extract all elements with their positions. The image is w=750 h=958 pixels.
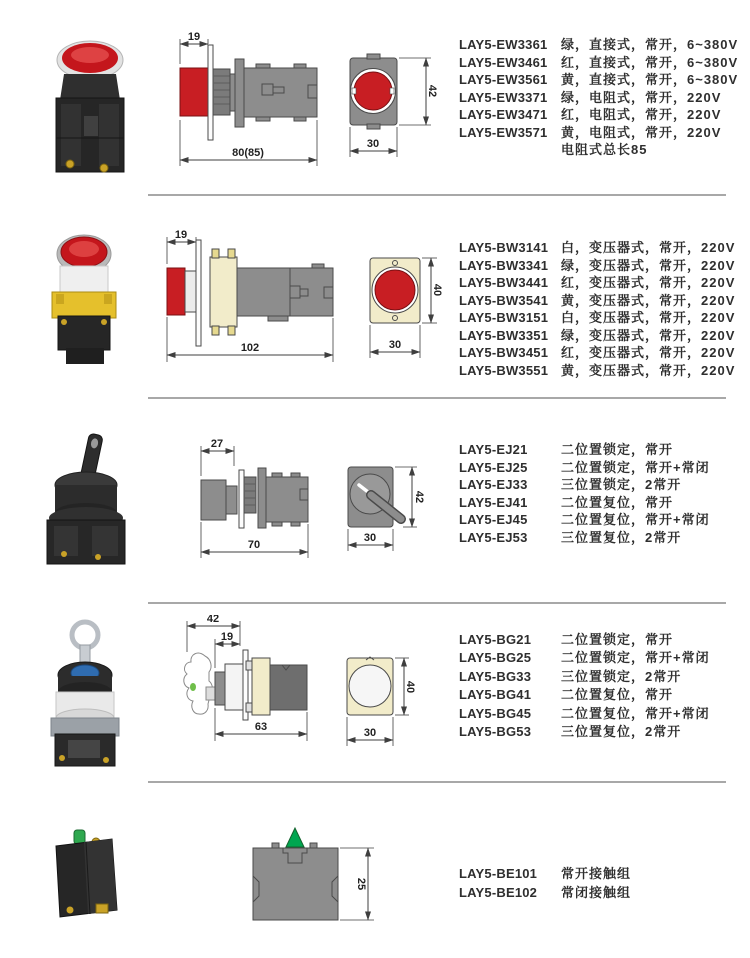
spec-row [459, 705, 710, 723]
spec-row [459, 106, 738, 124]
model-number: LAY5-EJ25 [459, 459, 528, 475]
model-description: 白，变压器式，常开，220V [561, 240, 736, 255]
model-description: 二位置锁定，常开 [561, 632, 674, 647]
model-description: 红，直接式，常开，6~380V [561, 54, 739, 70]
model-description: 二位置复位，常开+常闭 [561, 512, 710, 527]
spec-row [459, 239, 735, 257]
model-description: 绿，直接式，常开，6~380V [561, 37, 739, 52]
dimension-drawing-be [230, 823, 400, 935]
dim-label-height: 42 [426, 84, 438, 98]
spec-row [459, 459, 710, 477]
model-description: 二位置锁定，常开 [561, 442, 674, 457]
spec-row [459, 292, 735, 310]
spec-list-bg [459, 631, 710, 741]
spec-row [459, 441, 710, 459]
front-view-bw [370, 258, 443, 358]
model-description: 二位置复位，常开 [561, 494, 674, 510]
spec-row [459, 723, 710, 741]
front-view-ew [350, 54, 438, 157]
dim-label-height: 40 [431, 283, 443, 297]
model-number: LAY5-BG33 [459, 668, 532, 684]
model-number: LAY5-EJ21 [459, 442, 528, 457]
lock-face-front [349, 665, 391, 707]
model-number: LAY5-BG21 [459, 632, 532, 647]
model-description: 常开接触组 [561, 866, 632, 881]
model-description: 三位置锁定，2常开 [561, 477, 682, 492]
model-number: LAY5-BW3151 [459, 310, 549, 325]
model-description: 二位置锁定，常开+常闭 [561, 650, 710, 666]
switch-body-side [237, 268, 333, 316]
model-description: 常闭接触组 [561, 884, 632, 900]
spec-row [459, 649, 710, 667]
model-description: 红，变压器式，常开，220V [561, 275, 736, 290]
product-photo-illuminated-pushbutton [40, 30, 140, 178]
switch-body-side [270, 665, 307, 710]
spec-row [459, 89, 738, 107]
spec-row [459, 141, 738, 159]
dim-label-cap-width: 19 [187, 31, 201, 43]
model-description: 绿，电阻式，常开，220V [561, 89, 722, 105]
model-description: 黄，电阻式，常开，220V [561, 124, 722, 140]
dim-label-cap-width: 19 [174, 230, 188, 241]
model-number: LAY5-EW3471 [459, 107, 548, 122]
dim-label-height: 42 [413, 490, 425, 504]
lamp-holder-block [210, 257, 237, 327]
model-number: LAY5-BW3451 [459, 345, 549, 360]
model-description: 绿，变压器式，常开，220V [561, 327, 736, 343]
dim-label-total-length: 63 [254, 721, 268, 733]
model-number: LAY5-BW3441 [459, 275, 549, 290]
dimension-drawing-bg [145, 615, 455, 755]
model-description: 二位置复位，常开 [561, 687, 674, 703]
section-separator [148, 397, 726, 399]
model-number: LAY5-EW3571 [459, 124, 548, 140]
dimension-drawing-bw [145, 230, 455, 375]
model-number: LAY5-BW3341 [459, 257, 549, 273]
side-view-bg [184, 615, 307, 741]
model-description: 绿，变压器式，常开，220V [561, 257, 736, 273]
model-number: LAY5-BG25 [459, 650, 532, 666]
model-description: 红，变压器式，常开，220V [561, 345, 736, 360]
model-description: 黄，变压器式，常开，220V [561, 292, 736, 308]
spec-row [459, 511, 710, 529]
model-number: LAY5-BW3541 [459, 292, 549, 308]
model-description: 黄，变压器式，常开，220V [561, 362, 736, 378]
dim-label-key-length: 42 [206, 615, 220, 625]
section-separator [148, 781, 726, 783]
dim-label-knob-width: 27 [210, 438, 224, 450]
spec-row [459, 344, 735, 362]
spec-row [459, 327, 735, 345]
spec-list-be [459, 865, 631, 902]
model-number: LAY5-EW3371 [459, 89, 548, 105]
mounting-flange [239, 470, 244, 528]
model-number: LAY5-EJ53 [459, 529, 528, 545]
model-description: 电阻式总长85 [561, 142, 648, 157]
selector-knob-side [201, 480, 226, 520]
model-number: LAY5-BE102 [459, 884, 538, 900]
dim-label-total-length: 80(85) [232, 147, 264, 159]
model-number: LAY5-BG53 [459, 724, 532, 740]
spec-row [459, 494, 710, 512]
contact-plunger [74, 830, 85, 844]
spec-row [459, 686, 710, 704]
model-description: 三位置复位，2常开 [561, 724, 682, 740]
button-cap-side [167, 268, 185, 315]
dimension-drawing-ew [145, 28, 450, 178]
spec-row [459, 362, 735, 380]
spec-row [459, 309, 735, 327]
spec-row [459, 257, 735, 275]
product-photo-illuminated-pushbutton-transformer [36, 228, 132, 366]
dim-label-width: 30 [366, 138, 380, 150]
model-description: 黄，直接式，常开，6~380V [561, 72, 739, 87]
spec-list-ew [459, 36, 738, 159]
dim-label-width: 30 [363, 532, 377, 544]
button-cap-side [180, 68, 208, 116]
dim-label-height: 40 [404, 680, 416, 694]
mounting-flange [196, 240, 201, 346]
spec-list-bw [459, 239, 735, 379]
model-description: 二位置复位，常开+常闭 [561, 705, 710, 721]
side-view-ej [201, 438, 308, 558]
model-number: LAY5-BW3551 [459, 362, 549, 378]
model-number: LAY5-BW3141 [459, 240, 549, 255]
dim-label-total-length: 102 [240, 342, 260, 354]
spec-row [459, 668, 710, 686]
model-number: LAY5-EW3361 [459, 37, 548, 52]
model-description: 白，变压器式，常开，220V [561, 310, 736, 325]
spec-row [459, 529, 710, 547]
spec-row [459, 884, 631, 903]
dim-label-total-length: 70 [247, 539, 261, 551]
plunger-indicator [286, 828, 304, 847]
model-description: 红，电阻式，常开，220V [561, 107, 722, 122]
spec-row [459, 71, 738, 89]
dim-label-height: 25 [355, 877, 367, 891]
model-description: 三位置锁定，2常开 [561, 668, 682, 684]
spec-row [459, 124, 738, 142]
mounting-flange [208, 45, 213, 140]
spec-row [459, 476, 710, 494]
model-number: LAY5-BG41 [459, 687, 532, 703]
model-number: LAY5-BW3351 [459, 327, 549, 343]
model-number: LAY5-EJ45 [459, 512, 528, 527]
contact-block-view [253, 828, 374, 920]
model-number: LAY5-BG45 [459, 705, 532, 721]
spec-row [459, 274, 735, 292]
model-number: LAY5-BE101 [459, 866, 538, 881]
dim-label-width: 30 [363, 727, 377, 739]
front-view-ej [348, 467, 425, 551]
model-number: LAY5-EJ33 [459, 477, 528, 492]
model-number: LAY5-EJ41 [459, 494, 528, 510]
dim-label-collar-width: 19 [220, 631, 234, 643]
front-view-bg [347, 657, 416, 746]
dim-label-width: 30 [388, 339, 402, 351]
spec-row [459, 36, 738, 54]
lock-cylinder-side [225, 664, 243, 710]
spec-row [459, 865, 631, 884]
section-separator [148, 602, 726, 604]
product-photo-selector-switch [34, 430, 138, 568]
spec-row [459, 631, 710, 649]
model-number: LAY5-EW3561 [459, 72, 548, 87]
spec-list-ej [459, 441, 710, 546]
side-view-ew [180, 31, 317, 166]
model-description: 三位置复位，2常开 [561, 529, 682, 545]
dimension-drawing-ej [145, 432, 455, 567]
side-view-bw [167, 230, 333, 362]
model-description: 二位置锁定，常开+常闭 [561, 459, 710, 475]
section-separator [148, 194, 726, 196]
product-photo-key-selector-switch [32, 618, 140, 768]
model-number: LAY5-EW3461 [459, 54, 548, 70]
button-cap-front [375, 270, 415, 310]
product-photo-contact-block [44, 824, 134, 932]
key-outline [184, 653, 213, 714]
button-cap-front [354, 72, 392, 110]
spec-row [459, 54, 738, 72]
